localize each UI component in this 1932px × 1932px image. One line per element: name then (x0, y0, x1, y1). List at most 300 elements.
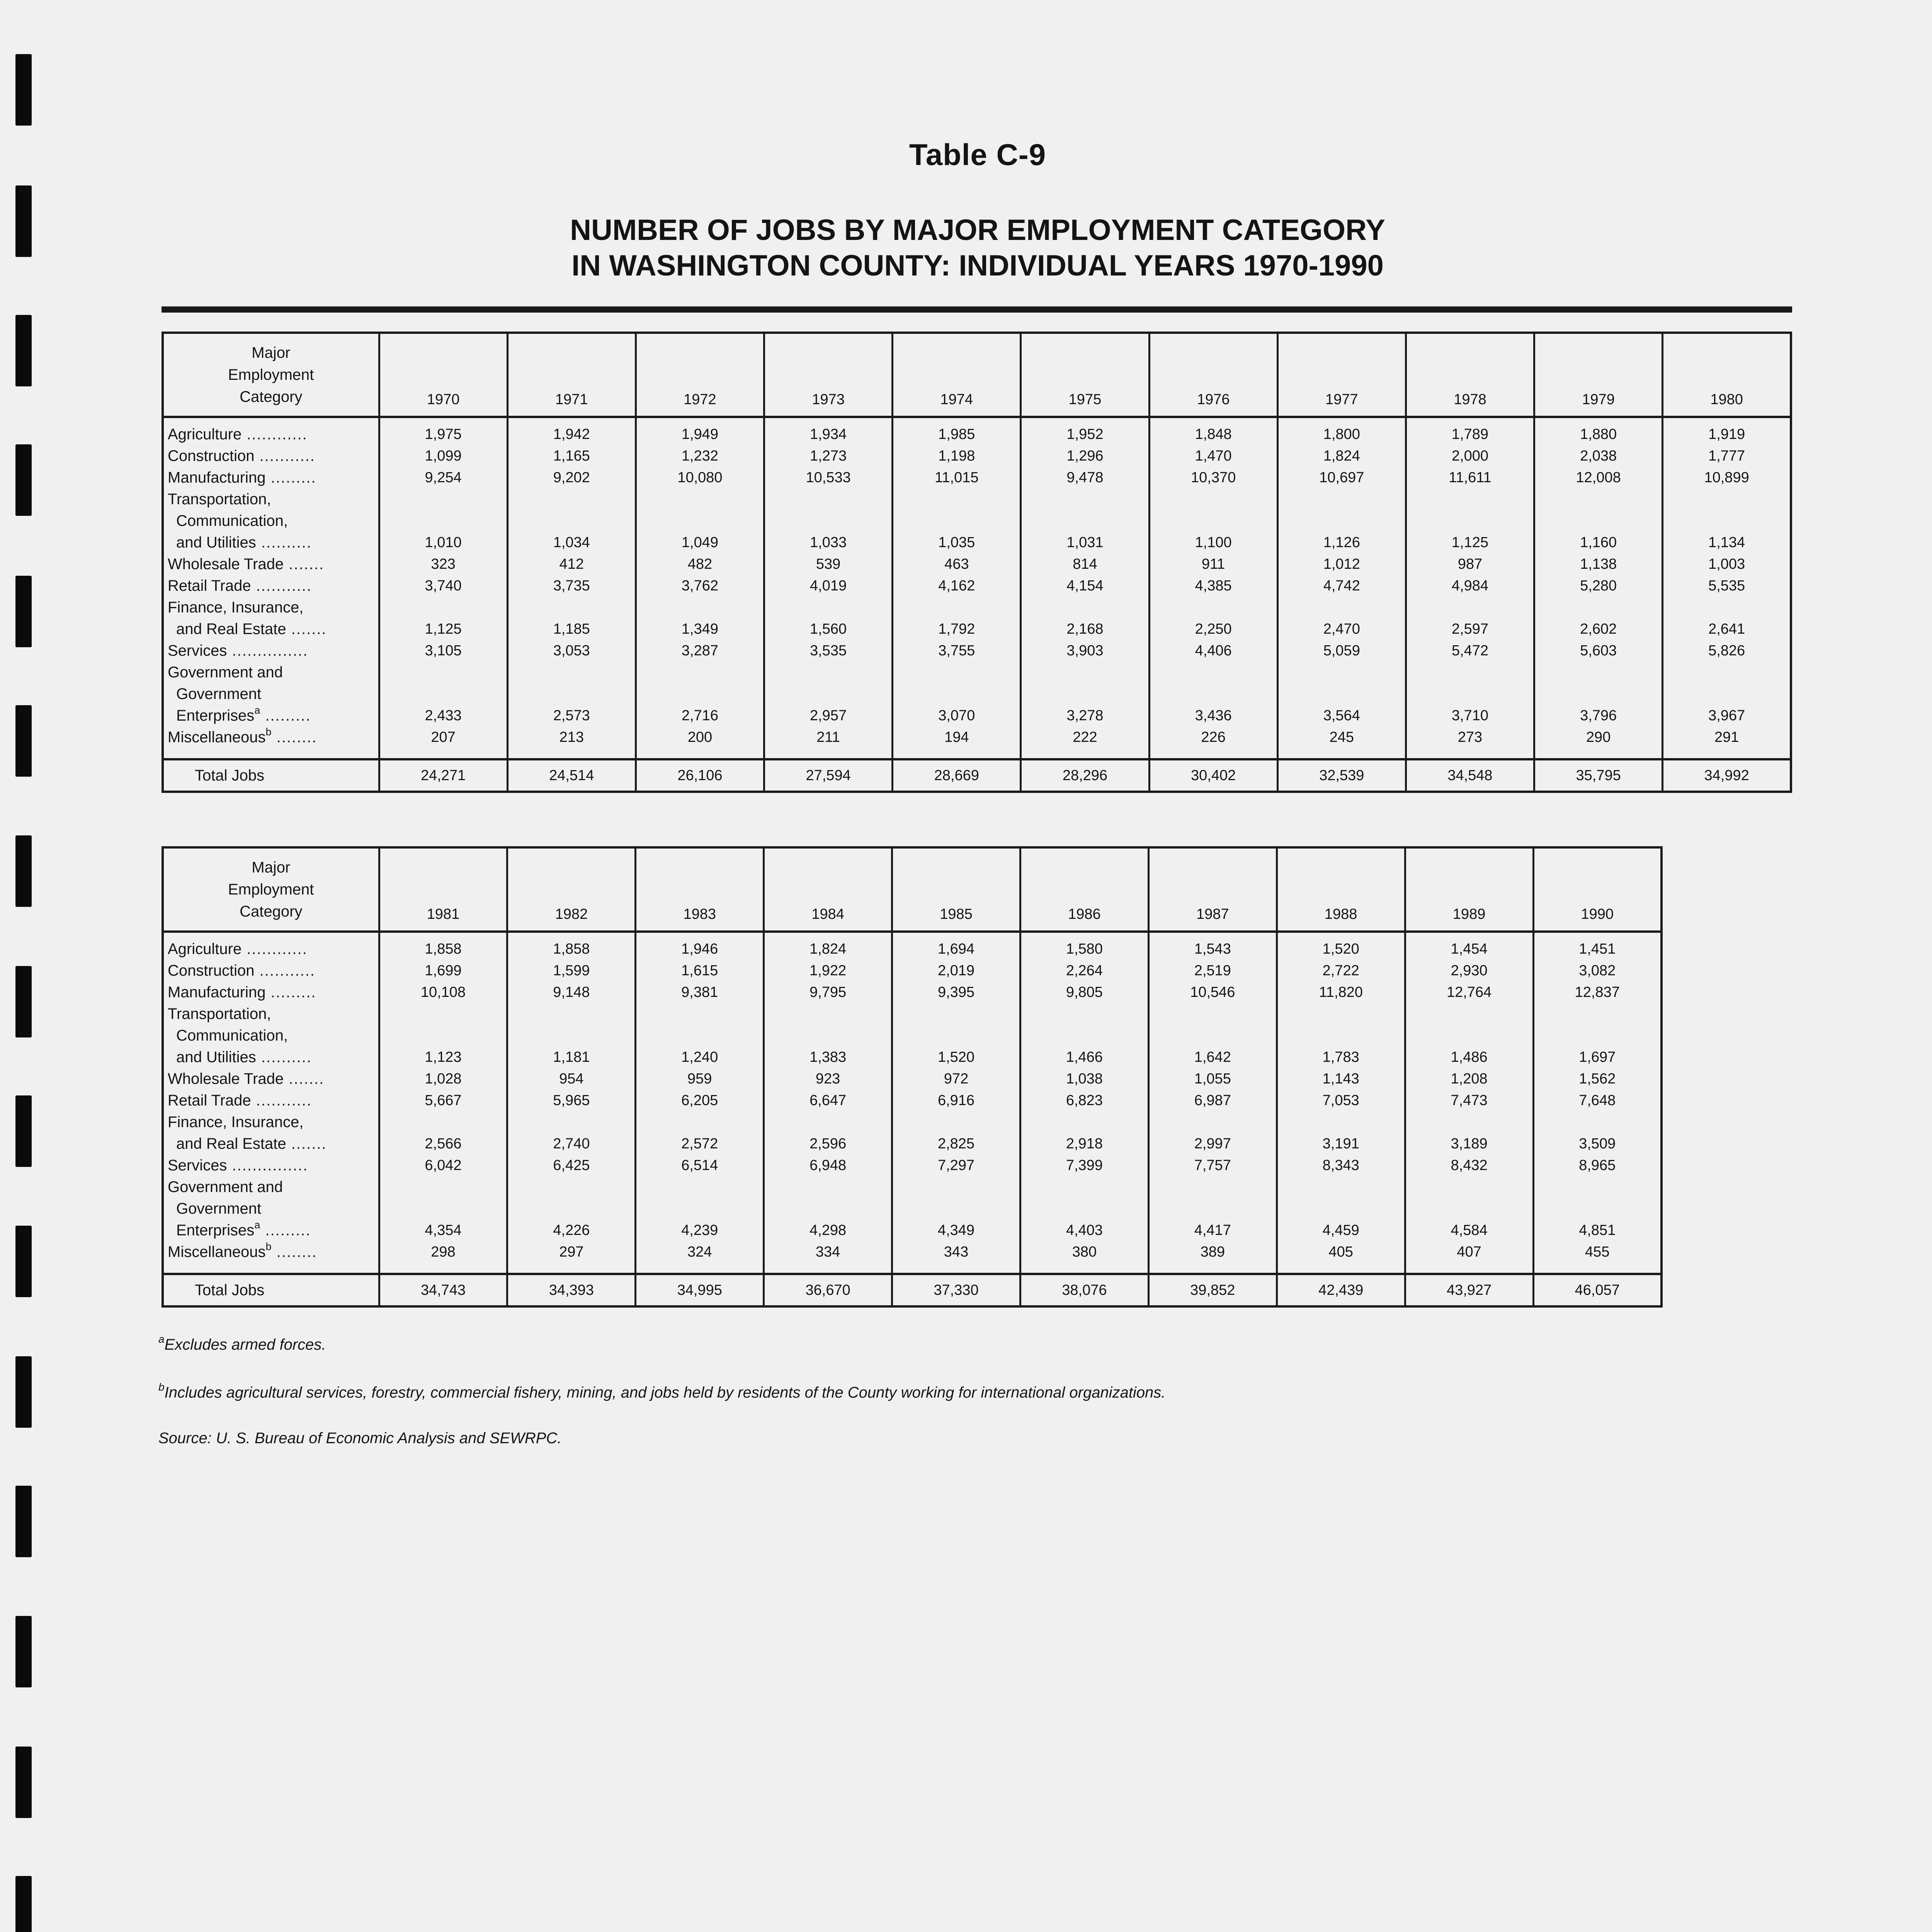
value-cell: 323 (379, 553, 507, 575)
value-cell: 1,783 (1277, 1046, 1405, 1068)
table-row (163, 553, 1791, 575)
value-cell (764, 683, 893, 705)
value-cell (636, 1025, 764, 1046)
row-label-cell (163, 1241, 379, 1274)
row-label-cell (163, 417, 379, 445)
total-value: 28,669 (893, 759, 1021, 792)
value-cell: 4,851 (1533, 1219, 1662, 1241)
year-column-header: 1971 (507, 333, 636, 417)
value-cell (1277, 1111, 1405, 1133)
row-label-cell (163, 981, 379, 1003)
year-column-header: 1990 (1533, 847, 1662, 932)
value-cell (1020, 1025, 1148, 1046)
total-label: Total Jobs (163, 1274, 379, 1306)
value-cell (1406, 597, 1534, 618)
value-cell: 5,535 (1663, 575, 1791, 597)
value-cell: 6,205 (636, 1090, 764, 1111)
value-cell (379, 1003, 507, 1025)
row-label-cell (163, 1176, 379, 1198)
row-label: Retail Trade (168, 577, 251, 594)
table-row (163, 1090, 1662, 1111)
value-cell: 1,946 (636, 932, 764, 960)
value-cell: 7,757 (1148, 1155, 1277, 1176)
row-label: Agriculture (168, 426, 242, 443)
year-column-header: 1975 (1021, 333, 1149, 417)
value-cell: 3,070 (893, 705, 1021, 726)
value-cell: 1,792 (893, 618, 1021, 640)
row-label-cell (163, 618, 379, 640)
table-row (163, 932, 1662, 960)
value-cell: 1,012 (1277, 553, 1406, 575)
value-cell (892, 1003, 1020, 1025)
value-cell: 4,349 (892, 1219, 1020, 1241)
row-label: and Real Estate (176, 1135, 286, 1152)
value-cell: 291 (1663, 726, 1791, 759)
value-cell: 3,735 (507, 575, 636, 597)
category-header-line: Category (240, 903, 303, 920)
value-cell (892, 1025, 1020, 1046)
table-row (163, 488, 1791, 510)
value-cell (1148, 1111, 1277, 1133)
value-cell: 1,383 (764, 1046, 892, 1068)
value-cell (1405, 1111, 1533, 1133)
row-label: Miscellaneous (168, 729, 266, 746)
value-cell: 7,399 (1020, 1155, 1148, 1176)
value-cell: 1,824 (764, 932, 892, 960)
row-label-cell (163, 683, 379, 705)
value-cell: 8,343 (1277, 1155, 1405, 1176)
value-cell: 226 (1149, 726, 1277, 759)
footnote-a (158, 1333, 326, 1354)
value-cell: 463 (893, 553, 1021, 575)
value-cell: 1,100 (1149, 532, 1277, 553)
value-cell: 12,837 (1533, 981, 1662, 1003)
value-cell: 1,858 (379, 932, 507, 960)
table-row (163, 1241, 1662, 1274)
row-label: Transportation, (168, 491, 271, 508)
dot-leader: ............... (227, 642, 308, 659)
table-label: Table C-9 (909, 138, 1046, 172)
value-cell (1149, 662, 1277, 683)
row-label-cell (163, 575, 379, 597)
value-cell: 1,975 (379, 417, 507, 445)
value-cell: 2,722 (1277, 960, 1405, 981)
value-cell: 4,154 (1021, 575, 1149, 597)
row-label: Finance, Insurance, (168, 1114, 304, 1131)
table-row (163, 1155, 1662, 1176)
dot-leader: ........ (271, 729, 317, 746)
value-cell: 2,997 (1148, 1133, 1277, 1155)
row-label: Manufacturing (168, 469, 266, 486)
value-cell: 9,202 (507, 467, 636, 488)
value-cell (379, 1176, 507, 1198)
value-cell (636, 1003, 764, 1025)
value-cell: 1,599 (507, 960, 636, 981)
value-cell: 2,470 (1277, 618, 1406, 640)
value-cell (507, 597, 636, 618)
row-label: Government and (168, 664, 283, 681)
value-cell: 10,546 (1148, 981, 1277, 1003)
value-cell: 10,370 (1149, 467, 1277, 488)
value-cell: 3,740 (379, 575, 507, 597)
row-label-cell (163, 960, 379, 981)
value-cell: 2,038 (1534, 445, 1663, 467)
table-row (163, 1133, 1662, 1155)
value-cell: 1,126 (1277, 532, 1406, 553)
value-cell: 2,168 (1021, 618, 1149, 640)
binding-hole (15, 835, 32, 907)
value-cell: 2,957 (764, 705, 893, 726)
value-cell (1277, 662, 1406, 683)
value-cell: 539 (764, 553, 893, 575)
row-label: Government and (168, 1179, 283, 1196)
value-cell: 3,564 (1277, 705, 1406, 726)
value-cell: 2,019 (892, 960, 1020, 981)
row-label: Wholesale Trade (168, 556, 284, 573)
total-value: 36,670 (764, 1274, 892, 1306)
table-row (163, 662, 1791, 683)
binding-hole (15, 54, 32, 126)
value-cell (1405, 1003, 1533, 1025)
dot-leader: ........... (251, 1092, 312, 1109)
row-label: Enterprises (176, 707, 255, 724)
table-row (163, 417, 1791, 445)
value-cell (636, 1198, 764, 1219)
value-cell: 9,805 (1020, 981, 1148, 1003)
row-label-cell (163, 1090, 379, 1111)
row-label-cell (163, 1133, 379, 1155)
value-cell: 2,572 (636, 1133, 764, 1155)
value-cell: 814 (1021, 553, 1149, 575)
value-cell: 7,053 (1277, 1090, 1405, 1111)
value-cell: 954 (507, 1068, 636, 1090)
value-cell: 1,694 (892, 932, 1020, 960)
row-label-cell (163, 1068, 379, 1090)
value-cell: 8,965 (1533, 1155, 1662, 1176)
value-cell: 1,125 (379, 618, 507, 640)
value-cell: 211 (764, 726, 893, 759)
table-title-line-2: IN WASHINGTON COUNTY: INDIVIDUAL YEARS 1970-1990 (571, 249, 1384, 282)
year-column-header: 1973 (764, 333, 893, 417)
value-cell: 10,899 (1663, 467, 1791, 488)
value-cell: 1,134 (1663, 532, 1791, 553)
value-cell (1148, 1198, 1277, 1219)
category-header-line: Employment (228, 366, 314, 383)
total-value: 34,393 (507, 1274, 636, 1306)
total-value: 26,106 (636, 759, 764, 792)
row-label: and Utilities (176, 534, 256, 551)
value-cell: 1,123 (379, 1046, 507, 1068)
value-cell: 2,641 (1663, 618, 1791, 640)
value-cell: 9,254 (379, 467, 507, 488)
value-cell (507, 1198, 636, 1219)
total-value: 32,539 (1277, 759, 1406, 792)
value-cell: 1,699 (379, 960, 507, 981)
footnote-a-text: Excludes armed forces. (164, 1336, 326, 1353)
value-cell: 3,755 (893, 640, 1021, 662)
value-cell (1277, 1025, 1405, 1046)
value-cell (1149, 683, 1277, 705)
binding-hole (15, 1616, 32, 1687)
value-cell: 5,472 (1406, 640, 1534, 662)
value-cell: 290 (1534, 726, 1663, 759)
row-label: Retail Trade (168, 1092, 251, 1109)
total-row (163, 1274, 1662, 1306)
value-cell: 10,080 (636, 467, 764, 488)
value-cell: 3,105 (379, 640, 507, 662)
value-cell: 911 (1149, 553, 1277, 575)
row-label: Finance, Insurance, (168, 599, 304, 616)
value-cell: 1,028 (379, 1068, 507, 1090)
year-column-header: 1983 (636, 847, 764, 932)
value-cell (1534, 662, 1663, 683)
value-cell: 6,948 (764, 1155, 892, 1176)
category-column-header (163, 333, 379, 417)
value-cell: 3,082 (1533, 960, 1662, 981)
value-cell: 1,049 (636, 532, 764, 553)
value-cell: 389 (1148, 1241, 1277, 1274)
value-cell: 412 (507, 553, 636, 575)
value-cell (379, 1111, 507, 1133)
value-cell: 3,710 (1406, 705, 1534, 726)
value-cell: 7,648 (1533, 1090, 1662, 1111)
table-row (163, 981, 1662, 1003)
value-cell: 3,278 (1021, 705, 1149, 726)
table-row (163, 575, 1791, 597)
title-rule (162, 306, 1792, 313)
jobs-table-1970-1980 (162, 332, 1792, 793)
dot-leader: ....... (286, 1135, 327, 1152)
total-value: 46,057 (1533, 1274, 1662, 1306)
value-cell (1533, 1176, 1662, 1198)
value-cell: 6,042 (379, 1155, 507, 1176)
value-cell (1020, 1111, 1148, 1133)
table-title (162, 213, 1793, 284)
value-cell: 1,208 (1405, 1068, 1533, 1090)
value-cell: 2,825 (892, 1133, 1020, 1155)
value-cell: 1,919 (1663, 417, 1791, 445)
dot-leader: ....... (284, 556, 325, 573)
binding-hole (15, 1356, 32, 1428)
value-cell: 1,160 (1534, 532, 1663, 553)
category-header-line: Major (252, 859, 291, 876)
value-cell: 3,967 (1663, 705, 1791, 726)
value-cell (764, 1176, 892, 1198)
value-cell: 1,858 (507, 932, 636, 960)
value-cell (892, 1198, 1020, 1219)
value-cell: 194 (893, 726, 1021, 759)
value-cell: 11,820 (1277, 981, 1405, 1003)
year-column-header: 1982 (507, 847, 636, 932)
value-cell: 1,543 (1148, 932, 1277, 960)
table-row (163, 445, 1791, 467)
value-cell: 4,385 (1149, 575, 1277, 597)
dot-leader: ............... (227, 1157, 308, 1174)
value-cell: 1,034 (507, 532, 636, 553)
value-cell: 4,403 (1020, 1219, 1148, 1241)
value-cell: 4,459 (1277, 1219, 1405, 1241)
value-cell: 1,165 (507, 445, 636, 467)
value-cell: 1,185 (507, 618, 636, 640)
value-cell: 1,562 (1533, 1068, 1662, 1090)
value-cell: 8,432 (1405, 1155, 1533, 1176)
value-cell: 1,125 (1406, 532, 1534, 553)
value-cell: 1,800 (1277, 417, 1406, 445)
value-cell (893, 597, 1021, 618)
value-cell: 9,148 (507, 981, 636, 1003)
value-cell (1020, 1003, 1148, 1025)
table-row (163, 532, 1791, 553)
value-cell (379, 662, 507, 683)
value-cell: 5,965 (507, 1090, 636, 1111)
value-cell: 1,031 (1021, 532, 1149, 553)
jobs-table-1981-1990 (162, 846, 1663, 1308)
row-label: Government (176, 685, 262, 702)
dot-leader: ........ (271, 1243, 317, 1260)
value-cell: 455 (1533, 1241, 1662, 1274)
dot-leader: ........... (254, 962, 315, 979)
total-value: 30,402 (1149, 759, 1277, 792)
row-label-cell (163, 932, 379, 960)
value-cell: 5,280 (1534, 575, 1663, 597)
value-cell (507, 1025, 636, 1046)
value-cell (636, 510, 764, 532)
value-cell: 1,642 (1148, 1046, 1277, 1068)
value-cell: 6,425 (507, 1155, 636, 1176)
value-cell (1405, 1025, 1533, 1046)
binding-hole (15, 1486, 32, 1557)
value-cell (1148, 1003, 1277, 1025)
value-cell: 1,824 (1277, 445, 1406, 467)
row-label: Government (176, 1200, 262, 1217)
value-cell: 1,454 (1405, 932, 1533, 960)
value-cell: 1,985 (893, 417, 1021, 445)
value-cell: 1,880 (1534, 417, 1663, 445)
row-label: Miscellaneous (168, 1243, 266, 1260)
category-header-line: Major (252, 344, 291, 361)
value-cell (507, 488, 636, 510)
value-cell (892, 1111, 1020, 1133)
row-label: Transportation, (168, 1005, 271, 1022)
value-cell: 6,514 (636, 1155, 764, 1176)
total-value: 43,927 (1405, 1274, 1533, 1306)
value-cell: 1,615 (636, 960, 764, 981)
year-column-header: 1981 (379, 847, 507, 932)
value-cell: 3,762 (636, 575, 764, 597)
row-label-cell (163, 662, 379, 683)
value-cell: 5,603 (1534, 640, 1663, 662)
table-row (163, 1025, 1662, 1046)
value-cell: 334 (764, 1241, 892, 1274)
dot-leader: .......... (256, 534, 312, 551)
row-label: Services (168, 642, 227, 659)
value-cell: 6,823 (1020, 1090, 1148, 1111)
row-label: Communication, (176, 1027, 288, 1044)
value-cell: 213 (507, 726, 636, 759)
table-row (163, 640, 1791, 662)
total-value: 35,795 (1534, 759, 1663, 792)
value-cell (1533, 1025, 1662, 1046)
binding-holes (0, 0, 43, 1932)
row-label-cell (163, 510, 379, 532)
year-column-header: 1985 (892, 847, 1020, 932)
value-cell: 4,417 (1148, 1219, 1277, 1241)
value-cell: 297 (507, 1241, 636, 1274)
year-column-header: 1970 (379, 333, 507, 417)
binding-hole (15, 705, 32, 777)
row-label-cell (163, 597, 379, 618)
value-cell: 12,764 (1405, 981, 1533, 1003)
value-cell (1277, 510, 1406, 532)
row-label-cell (163, 705, 379, 726)
value-cell: 2,596 (764, 1133, 892, 1155)
value-cell (379, 1198, 507, 1219)
value-cell: 3,535 (764, 640, 893, 662)
total-value: 37,330 (892, 1274, 1020, 1306)
value-cell (1149, 597, 1277, 618)
table-row (163, 1219, 1662, 1241)
value-cell: 9,395 (892, 981, 1020, 1003)
value-cell: 2,264 (1020, 960, 1148, 981)
category-column-header (163, 847, 379, 932)
row-label-cell (163, 553, 379, 575)
value-cell: 1,232 (636, 445, 764, 467)
dot-leader: ....... (286, 621, 327, 638)
value-cell: 1,451 (1533, 932, 1662, 960)
footnote-marker: a (254, 1219, 260, 1231)
value-cell: 222 (1021, 726, 1149, 759)
row-label-cell (163, 1046, 379, 1068)
year-column-header: 1972 (636, 333, 764, 417)
value-cell (507, 683, 636, 705)
value-cell: 1,466 (1020, 1046, 1148, 1068)
footnote-marker: b (265, 1241, 272, 1252)
value-cell: 2,918 (1020, 1133, 1148, 1155)
total-value: 38,076 (1020, 1274, 1148, 1306)
value-cell: 9,478 (1021, 467, 1149, 488)
row-label-cell (163, 640, 379, 662)
value-cell: 1,942 (507, 417, 636, 445)
value-cell (1148, 1025, 1277, 1046)
value-cell (764, 1198, 892, 1219)
year-column-header: 1988 (1277, 847, 1405, 932)
table-row (163, 1198, 1662, 1219)
value-cell: 4,984 (1406, 575, 1534, 597)
value-cell (764, 1025, 892, 1046)
total-value: 27,594 (764, 759, 893, 792)
row-label-cell (163, 1155, 379, 1176)
value-cell: 1,099 (379, 445, 507, 467)
year-column-header: 1977 (1277, 333, 1406, 417)
table-row (163, 705, 1791, 726)
value-cell: 10,108 (379, 981, 507, 1003)
value-cell: 2,000 (1406, 445, 1534, 467)
value-cell: 12,008 (1534, 467, 1663, 488)
value-cell (1534, 597, 1663, 618)
value-cell (1149, 510, 1277, 532)
row-label: Manufacturing (168, 984, 266, 1001)
value-cell: 405 (1277, 1241, 1405, 1274)
value-cell: 3,189 (1405, 1133, 1533, 1155)
value-cell (893, 488, 1021, 510)
binding-hole (15, 1747, 32, 1818)
value-cell (1021, 488, 1149, 510)
row-label: Communication, (176, 512, 288, 529)
value-cell: 1,486 (1405, 1046, 1533, 1068)
value-cell (1021, 683, 1149, 705)
value-cell: 1,055 (1148, 1068, 1277, 1090)
value-cell (1533, 1111, 1662, 1133)
